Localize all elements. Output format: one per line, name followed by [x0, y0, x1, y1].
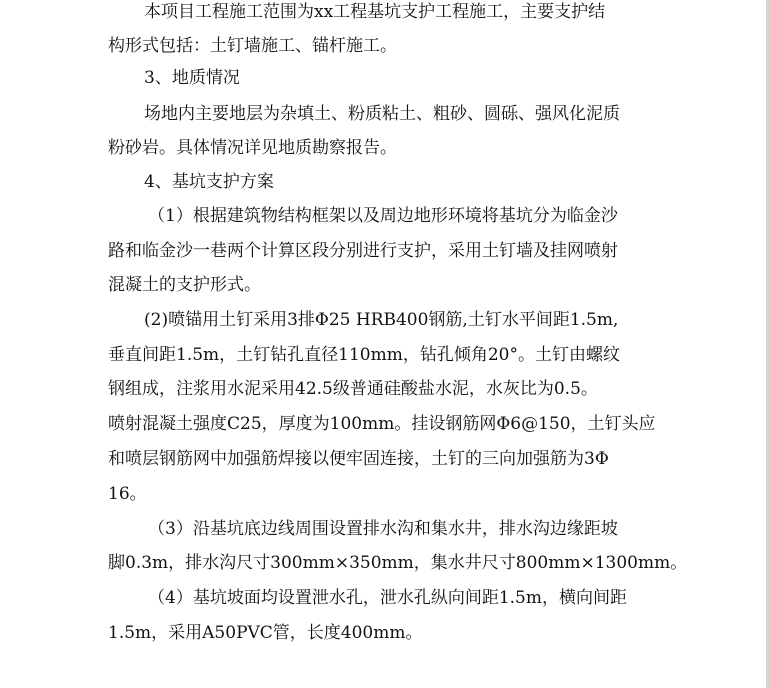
paragraph-scope-line-2: 构形式包括：土钉墙施工、锚杆施工。: [108, 36, 397, 56]
item-2-line-4: 喷射混凝土强度C25，厚度为100mm。挂设钢筋网Φ6@150，土钉头应: [108, 414, 656, 434]
item-2-line-1: (2)喷锚用土钉采用3排Φ25 HRB400钢筋,土钉水平间距1.5m,: [144, 310, 619, 330]
item-2-line-5: 和喷层钢筋网中加强筋焊接以便牢固连接，土钉的三向加强筋为3Φ: [108, 449, 609, 469]
item-1-line-3: 混凝土的支护形式。: [108, 275, 261, 295]
item-3-line-1: （3）沿基坑底边线周围设置排水沟和集水井，排水沟边缘距坡: [148, 519, 618, 539]
paragraph-scope-line-1: 本项目工程施工范围为xx工程基坑支护工程施工，主要支护结: [144, 2, 606, 22]
paragraph-geology-line-2: 粉砂岩。具体情况详见地质勘察报告。: [108, 138, 397, 158]
item-2-line-3: 钢组成，注浆用水泥采用42.5级普通硅酸盐水泥，水灰比为0.5。: [108, 379, 598, 399]
section-heading-support-plan: 4、基坑支护方案: [144, 172, 274, 192]
item-4-line-2: 1.5m，采用A50PVC管，长度400mm。: [108, 623, 423, 643]
item-2-line-6: 16。: [108, 484, 147, 504]
item-1-line-1: （1）根据建筑物结构框架以及周边地形环境将基坑分为临金沙: [148, 206, 618, 226]
item-3-line-2: 脚0.3m，排水沟尺寸300mm×350mm，集水井尺寸800mm×1300mm。: [108, 553, 688, 573]
item-2-line-2: 垂直间距1.5m，土钉钻孔直径110mm，钻孔倾角20°。土钉由螺纹: [108, 345, 620, 365]
item-1-line-2: 路和临金沙一巷两个计算区段分别进行支护，采用土钉墙及挂网喷射: [108, 241, 618, 261]
item-4-line-1: （4）基坑坡面均设置泄水孔，泄水孔纵向间距1.5m，横向间距: [148, 588, 627, 608]
paragraph-geology-line-1: 场地内主要地层为杂填土、粉质粘土、粗砂、圆砾、强风化泥质: [144, 104, 620, 124]
section-heading-geology: 3、地质情况: [144, 68, 240, 88]
